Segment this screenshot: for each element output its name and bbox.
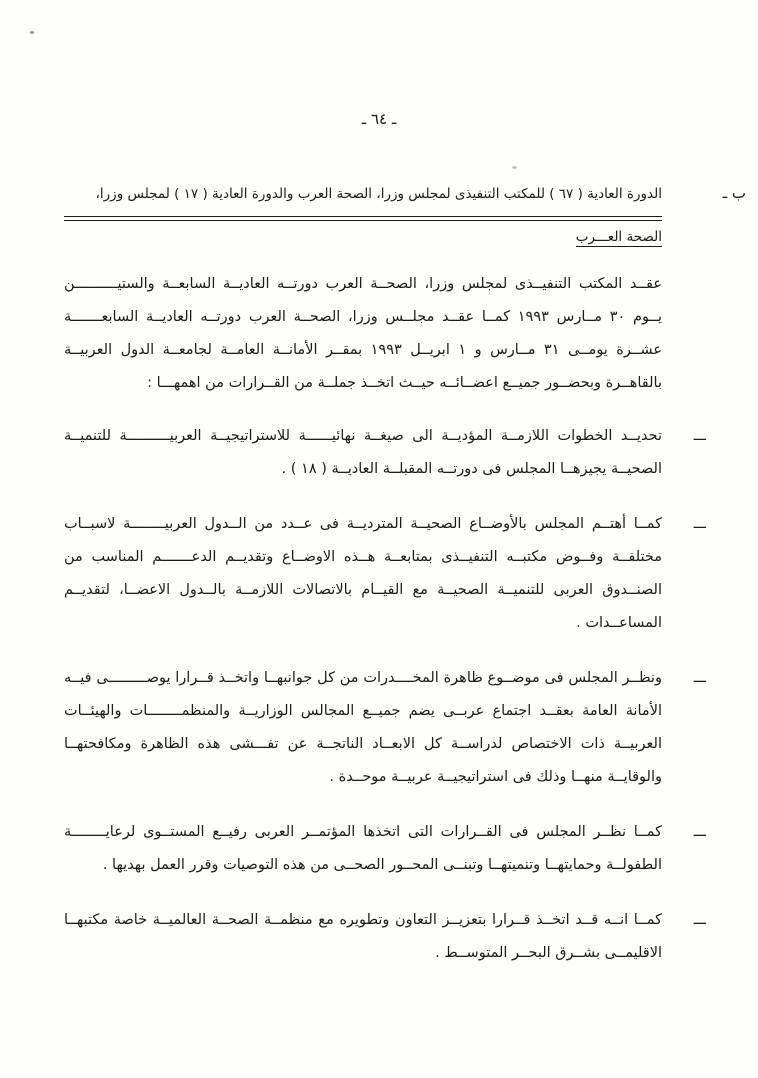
bullet-text: كمــا أهتــم المجلس بالأوضــاع الصحيــة المترديــة فى عــدد من الــدول العربيــــــــة لاسبــاب مختلفــة وفــوض مكتبــه التنفيــذى بمتابعــة هــذه الاوضــاع وتقديــم الدعـــــــم المناسب من الصنــدوق العربى للتنميــة الصحيــة مع القيــام بالاتصالات اللازمــة بالــدول الاعضــا، لتقديــم المساعــدات . [64,516,662,631]
bullet-item [64,508,706,640]
document-header [64,178,662,254]
page-number: ـ ٦٤ ـ [361,110,397,128]
bullet-dash: ـــ [693,516,706,532]
bullet-dash: ـــ [693,670,706,686]
bullet-item [64,662,706,794]
bullet-text: كمــا نظــر المجلس فى القــرارات التى اتخذها المؤتمــر العربى رفيــع المستــوى لرعايــــــــة الطفولــة وحمايتهــا وتنميتهــا وتبنــى المحــور الصحــى من هذه التوصيات وقرر العمل بهديها . [64,824,662,873]
margin-marker: ب ـ [722,184,746,202]
bullet-text: ونظــر المجلس فى موضــوع ظاهرة المخــــدرات من كل جوانبهــا واتخــذ قــرارا يوصـــــــــى فيــه الأمانة العامة بعقــد اجتماع عربــى يضم جميــع المجالس الوزاريــة والمنظمــــــــات والهيئــات العربيــة ذات الاختصاص لدراســة كل الابعــاد الناتجــة عن تفـــشى هذه الظاهرة ومكافحتهــا والوقايــة منهــا وذلك فى استراتيجيــة عربيــة موحــدة . [64,670,662,785]
header-title-underlined-word: الصحة العـــرب [575,229,662,245]
header-title-line-1: الدورة العادية ( ٦٧ ) للمكتب التنفيذى لمجلس وزرا، الصحة العرب والدورة العادية ( ١٧ ) لمجلس وزرا، [64,178,662,217]
bullet-text: كمــا انــه قــد اتخــذ قــرارا بتعزيــز التعاون وتطويره مع منظمــة الصحــة العالميــة خاصة مكتبهــا الاقليمــى بشــرق البحــر المتوســط . [64,912,662,961]
scan-speck [512,166,517,169]
header-title-line-2 [64,217,662,254]
bullet-dash: ـــ [693,912,706,928]
document-content [64,178,706,992]
bullet-item [64,904,706,970]
bullet-item [64,816,706,882]
scan-speck [30,31,34,34]
bullet-item [64,420,706,486]
bullet-dash: ـــ [693,428,706,444]
bullet-text: تحديــد الخطوات اللازمــة المؤديــة الى صيغــة نهائيــــــة للاستراتيجيــة العربيــــــــــة للتنميــة الصحيــة يجيزهــا المجلس فى دورتــه المقبلــة العاديــة ( ١٨ ) . [64,428,662,477]
bullet-dash: ـــ [693,824,706,840]
intro-paragraph: عقــد المكتب التنفيــذى لمجلس وزرا، الصحــة العرب دورتــه العاديــة السابعــة والستيــــــــــن يــوم ٣٠ مــارس ١٩٩٣ كمــا عقــد مجلــس وزرا، الصحــة العرب دورتــه العاديــة السابعـــــــة عشــرة يومــى ٣١ مــارس و ١ ابريــل ١٩٩٣ بمقــر الأمانــة العامــة لجامعــة الدول العربيــة بالقاهــرة وبحضــور جميــع اعضــائــه حيــث اتخــذ جملــة من القــرارات من اهمهـــا : [64,276,663,391]
